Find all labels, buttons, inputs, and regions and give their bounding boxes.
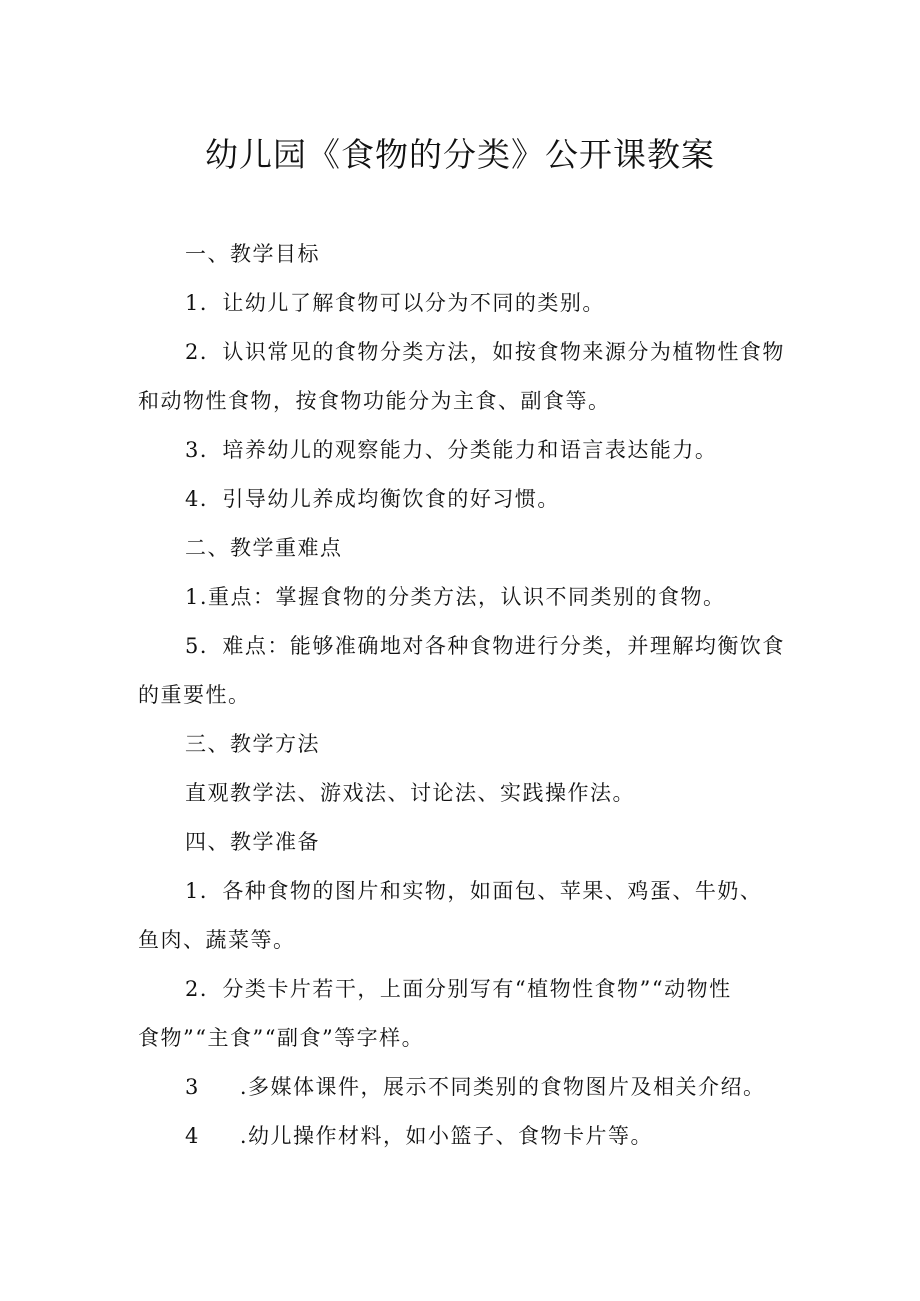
section-heading-preparation: 四、教学准备 — [185, 830, 320, 854]
paragraph-line: 1．各种食物的图片和实物，如面包、苹果、鸡蛋、牛奶、 — [185, 879, 763, 903]
paragraph-line: 鱼肉、蔬菜等。 — [138, 928, 296, 952]
paragraph-line: 和动物性食物，按食物功能分为主食、副食等。 — [138, 389, 611, 413]
paragraph-line: 的重要性。 — [138, 683, 251, 707]
paragraph-line: 3 .多媒体课件，展示不同类别的食物图片及相关介绍。 — [185, 1075, 766, 1099]
document-title: 幼儿园《食物的分类》公开课教案 — [205, 135, 715, 174]
paragraph-line: 直观教学法、游戏法、讨论法、实践操作法。 — [185, 781, 635, 805]
paragraph-line: 食物”“主食”“副食”等字样。 — [138, 1026, 425, 1050]
list-number: 4 — [185, 1124, 200, 1148]
paragraph-line: 2．分类卡片若干，上面分别写有“植物性食物”“动物性 — [185, 977, 732, 1001]
paragraph-line: 4．引导幼儿养成均衡饮食的好习惯。 — [185, 487, 560, 511]
paragraph-line: 1．让幼儿了解食物可以分为不同的类别。 — [185, 291, 605, 315]
paragraph-line: 5．难点：能够准确地对各种食物进行分类，并理解均衡饮食 — [185, 634, 785, 658]
paragraph-line: 1.重点：掌握食物的分类方法，认识不同类别的食物。 — [185, 585, 726, 609]
document-body — [138, 230, 798, 1161]
section-heading-methods: 三、教学方法 — [185, 732, 320, 756]
paragraph-line: 4 .幼儿操作材料，如小篮子、食物卡片等。 — [185, 1124, 654, 1148]
list-number: 3 — [185, 1075, 200, 1099]
section-heading-key-points: 二、教学重难点 — [185, 536, 343, 560]
paragraph-line: 3．培养幼儿的观察能力、分类能力和语言表达能力。 — [185, 438, 718, 462]
paragraph-line: 2．认识常见的食物分类方法，如按食物来源分为植物性食物 — [185, 340, 785, 364]
section-heading-objectives: 一、教学目标 — [185, 242, 320, 266]
